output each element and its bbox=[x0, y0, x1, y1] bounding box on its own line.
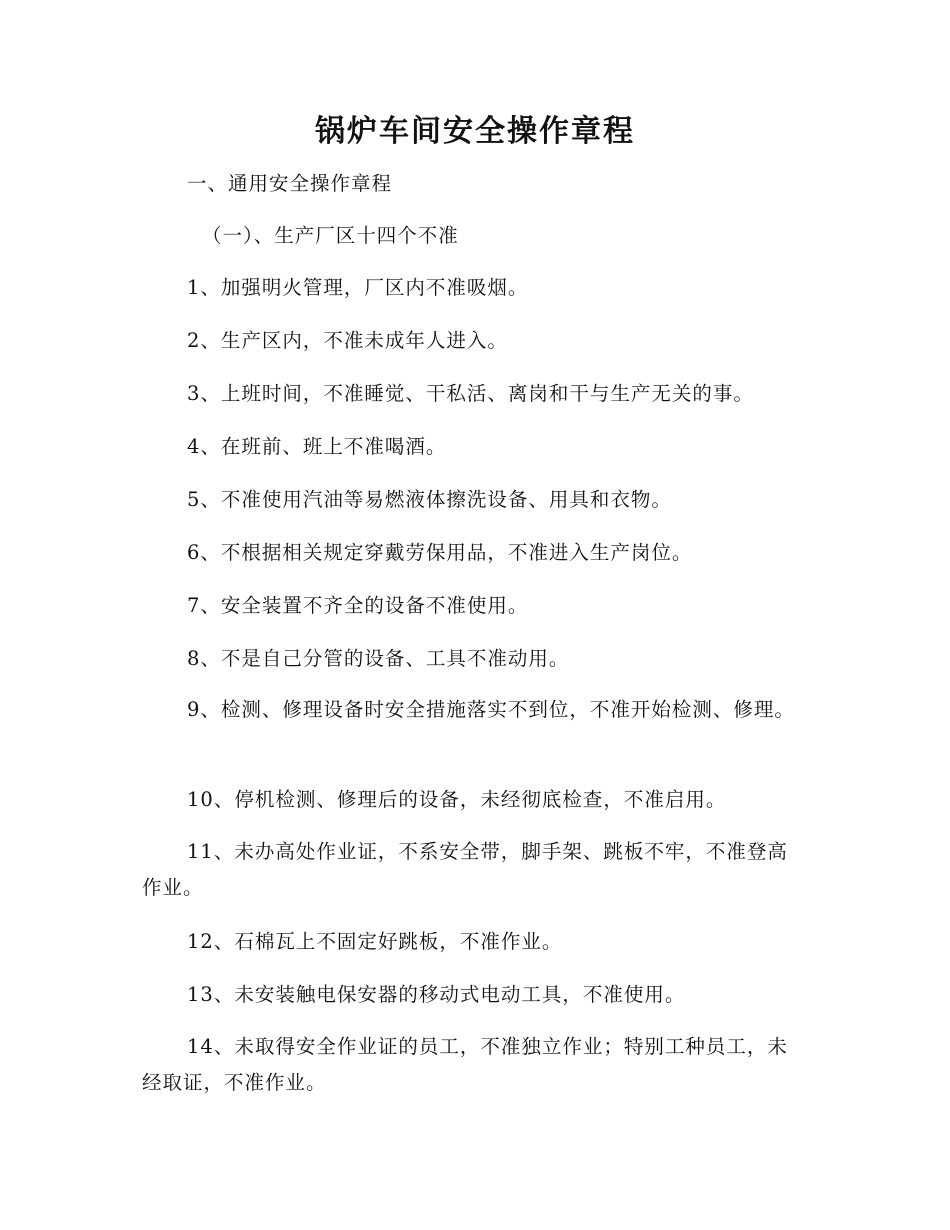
rule-item-3: 3、上班时间，不准睡觉、干私活、离岗和干与生产无关的事。 bbox=[187, 382, 754, 405]
rule-item-1: 1、加强明火管理，厂区内不准吸烟。 bbox=[187, 276, 529, 299]
rule-item-11: 11、未办高处作业证，不系安全带，脚手架、跳板不牢，不准登高作业。 bbox=[142, 840, 788, 899]
rule-item-6: 6、不根据相关规定穿戴劳保用品，不准进入生产岗位。 bbox=[187, 541, 693, 564]
rule-item-8: 8、不是自己分管的设备、工具不准动用。 bbox=[187, 647, 570, 670]
rule-item-14: 14、未取得安全作业证的员工，不准独立作业；特别工种员工，未经取证，不准作业。 bbox=[142, 1035, 788, 1094]
rule-item-4: 4、在班前、班上不准喝酒。 bbox=[187, 435, 447, 458]
subsection-heading: （一）、生产厂区十四个不准 bbox=[202, 224, 459, 247]
rule-item-7: 7、安全装置不齐全的设备不准使用。 bbox=[187, 594, 529, 617]
rule-item-5: 5、不准使用汽油等易燃液体擦洗设备、用具和衣物。 bbox=[187, 488, 672, 511]
rule-item-12: 12、石棉瓦上不固定好跳板，不准作业。 bbox=[187, 930, 563, 953]
rule-item-2: 2、生产区内，不准未成年人进入。 bbox=[187, 329, 508, 352]
document-title: 锅炉车间安全操作章程 bbox=[315, 114, 635, 149]
rule-item-10: 10、停机检测、修理后的设备，未经彻底检查，不准启用。 bbox=[187, 788, 727, 811]
rule-item-9: 9、检测、修理设备时安全措施落实不到位，不准开始检测、修理。 bbox=[187, 698, 795, 721]
rule-item-13: 13、未安装触电保安器的移动式电动工具，不准使用。 bbox=[187, 983, 686, 1006]
section-heading: 一、通用安全操作章程 bbox=[187, 172, 393, 195]
